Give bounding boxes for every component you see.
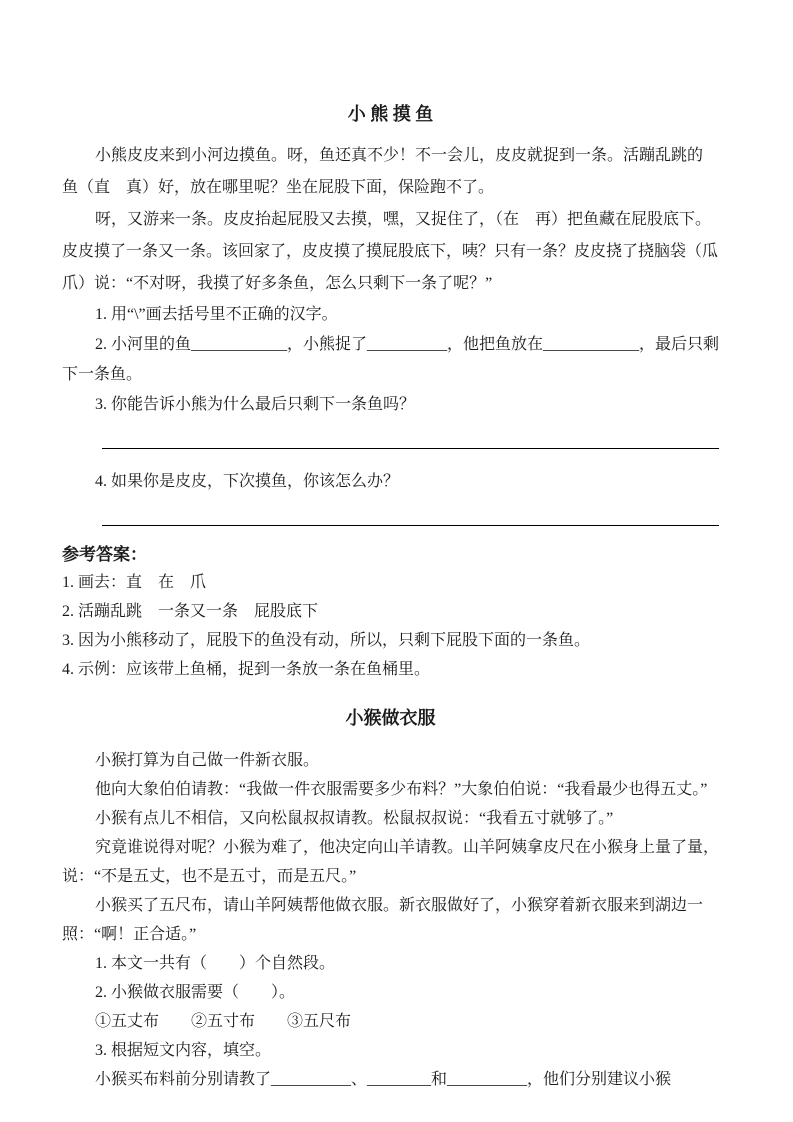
story-line: 小猴有点儿不相信，又向松鼠叔叔请教。松鼠叔叔说：“我看五寸就够了。”	[95, 810, 614, 827]
story-line: 呀，又游来一条。皮皮抬起屁股又去摸，嘿，又捉住了，（在 再）把鱼藏在屁股底下。	[95, 211, 712, 228]
story-line: 小猴买了五尺布，请山羊阿姨帮他做衣服。新衣服做好了，小猴穿着新衣服来到湖边一	[95, 897, 704, 914]
passage1-title: 小 熊 摸 鱼	[347, 104, 434, 124]
answers-header: 参考答案：	[62, 545, 147, 564]
passage2-body	[62, 746, 719, 1094]
story-line: 他向大象伯伯请教：“我做一件衣服需要多少布料？”大象伯伯说：“我看最少也得五丈。”	[95, 781, 708, 798]
story-line: 爪）说：“不对呀，我摸了好多条鱼，怎么只剩下一条了呢？”	[62, 275, 493, 292]
answer-item: 4. 示例：应该带上鱼桶，捉到一条放一条在鱼桶里。	[62, 661, 431, 678]
story-line: 小猴打算为自己做一件新衣服。	[95, 752, 320, 769]
answer-item: 1. 画去：直 在 爪	[62, 574, 207, 591]
question-2: 2. 小猴做衣服需要（ ）。	[95, 984, 296, 1001]
question-3: 3. 根据短文内容，填空。	[95, 1042, 272, 1059]
story-line: 究竟谁说得对呢？小猴为难了，他决定向山羊请教。山羊阿姨拿皮尺在小猴身上量了量，	[95, 839, 720, 856]
passage2-title: 小猴做衣服	[345, 708, 436, 728]
question-4: 4. 如果你是皮皮，下次摸鱼，你该怎么办？	[95, 473, 400, 490]
answer-writing-line	[102, 525, 719, 526]
story-line: 照：“啊！正合适。”	[62, 926, 197, 943]
question-2-fill-blanks: 2. 小河里的鱼____________，小熊捉了__________，他把鱼放在____________，最后只剩	[95, 336, 720, 353]
story-line: 说：“不是五丈，也不是五寸，而是五尺。”	[62, 868, 357, 885]
question-3-fill-blanks: 小猴买布料前分别请教了__________、________和__________，他们分别建议小猴	[95, 1071, 672, 1088]
question-2-options: ①五丈布 ②五寸布 ③五尺布	[95, 1013, 352, 1030]
question-3: 3. 你能告诉小熊为什么最后只剩下一条鱼吗？	[95, 396, 416, 413]
reference-answers-section	[62, 542, 719, 684]
answer-item: 2. 活蹦乱跳 一条又一条 屁股底下	[62, 603, 319, 620]
story-line: 鱼（直 真）好，放在哪里呢？坐在屁股下面，保险跑不了。	[62, 179, 495, 196]
story-line: 小熊皮皮来到小河边摸鱼。呀，鱼还真不少！不一会儿，皮皮就捉到一条。活蹦乱跳的	[95, 147, 704, 164]
answer-item: 3. 因为小熊移动了，屁股下的鱼没有动，所以，只剩下屁股下面的一条鱼。	[62, 632, 591, 649]
question-1: 1. 用“\”画去括号里不正确的汉字。	[95, 306, 338, 323]
story-line: 皮皮摸了一条又一条。该回家了，皮皮摸了摸屁股底下，咦？只有一条？皮皮挠了挠脑袋（瓜	[62, 243, 719, 260]
answer-writing-line	[102, 448, 719, 449]
passage1-body	[62, 140, 719, 526]
question-1: 1. 本文一共有（ ）个自然段。	[95, 955, 336, 972]
question-2-continuation: 下一条鱼。	[62, 366, 143, 383]
